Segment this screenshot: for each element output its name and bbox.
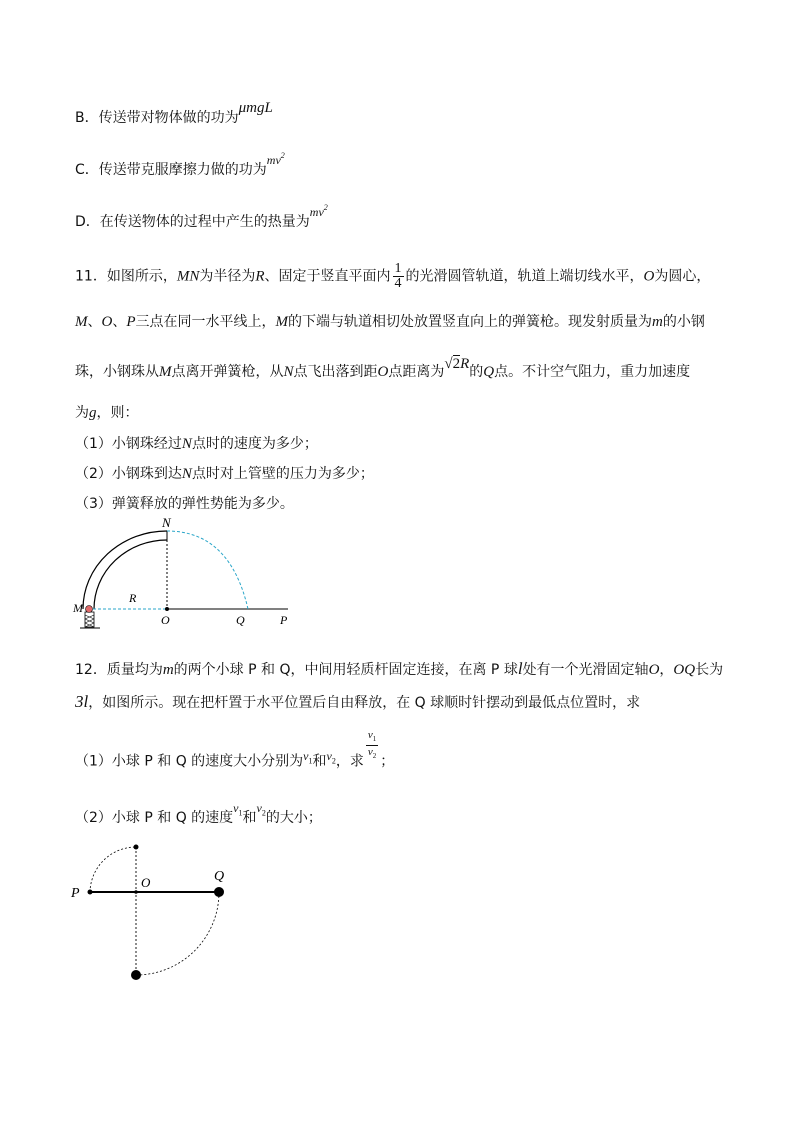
- label-o: O: [161, 613, 170, 627]
- q11-line-2: M、O、P三点在同一水平线上，M的下端与轨道相切处放置竖直向上的弹簧枪。现发射质量为m的小钢: [75, 314, 705, 330]
- label-r: R: [129, 591, 137, 605]
- q11-sub-1: （1）小钢珠经过N点时的速度为多少；: [75, 436, 318, 452]
- q12-sub-2: （2）小球 P 和 Q 的速度$v_1$和$v_2$的大小；: [75, 801, 322, 826]
- q11-line-1: 11．如图所示，MN为半径为R、固定于竖直平面内 $\frac{1}{4}$ 的光滑圆管轨道，轨道上端切线水平，O为圆心，: [75, 261, 711, 291]
- q11-figure: [70, 510, 300, 640]
- q11-line-3: 珠，小钢珠从M点离开弹簧枪，从N点飞出落到距O点距离为√2R的Q点。不计空气阻力，重力加速度: [75, 356, 691, 380]
- fraction-one-quarter: $\frac{1}{4}$: [394, 261, 402, 291]
- ball-p: [88, 890, 93, 895]
- label-q: Q: [214, 869, 225, 884]
- tube-outer: [83, 531, 167, 609]
- trajectory: [167, 531, 248, 609]
- label-p: P: [280, 613, 288, 627]
- fraction-v1-v2: $\frac{v_1}{v_2}$: [367, 729, 377, 761]
- q12-sub-1: （1）小球 P 和 Q 的速度大小分别为$v_1$和$v_2$，求 $\frac{v_1}{v_2}$ ；: [75, 729, 395, 770]
- label-q: Q: [236, 613, 245, 627]
- ball-q: [214, 887, 224, 897]
- label-p: P: [71, 886, 80, 901]
- label-o: O: [141, 875, 151, 890]
- q11-sub-2: （2）小钢珠到达N点时对上管壁的压力为多少；: [75, 466, 374, 482]
- q12-figure: [66, 835, 236, 985]
- option-b: B．传送带对物体做的功为μmgL: [75, 100, 273, 126]
- p-arc: [90, 847, 136, 892]
- q-arc: [136, 892, 219, 975]
- q11-sub-3: （3）弹簧释放的弹性势能为多少。: [75, 496, 294, 512]
- axis-o: [134, 890, 138, 894]
- label-n: N: [162, 515, 171, 530]
- q12-line-2: 3l，如图所示。现在把杆置于水平位置后自由释放，在 Q 球顺时针摆动到最低点位置时，求: [75, 692, 641, 711]
- option-d: D．在传送物体的过程中产生的热量为$mv^2$: [75, 203, 328, 230]
- q12-line-1: 12．质量均为m的两个小球 P 和 Q，中间用轻质杆固定连接，在离 P 球l处有一个光滑固定轴O，OQ长为: [75, 659, 724, 678]
- option-c-formula: mv: [266, 153, 281, 167]
- option-d-formula: mv: [309, 205, 324, 219]
- label-m: M: [73, 601, 83, 615]
- sqrt-2r: √2R: [444, 356, 470, 372]
- option-c: C．传送带克服摩擦力做的功为$mv^2$: [75, 151, 285, 178]
- steel-ball: [86, 606, 93, 613]
- ball-p-top: [134, 845, 139, 850]
- q11-line-4: 为g，则：: [75, 405, 139, 421]
- option-b-formula: μmgL: [238, 100, 273, 116]
- ball-q-bottom: [131, 970, 141, 980]
